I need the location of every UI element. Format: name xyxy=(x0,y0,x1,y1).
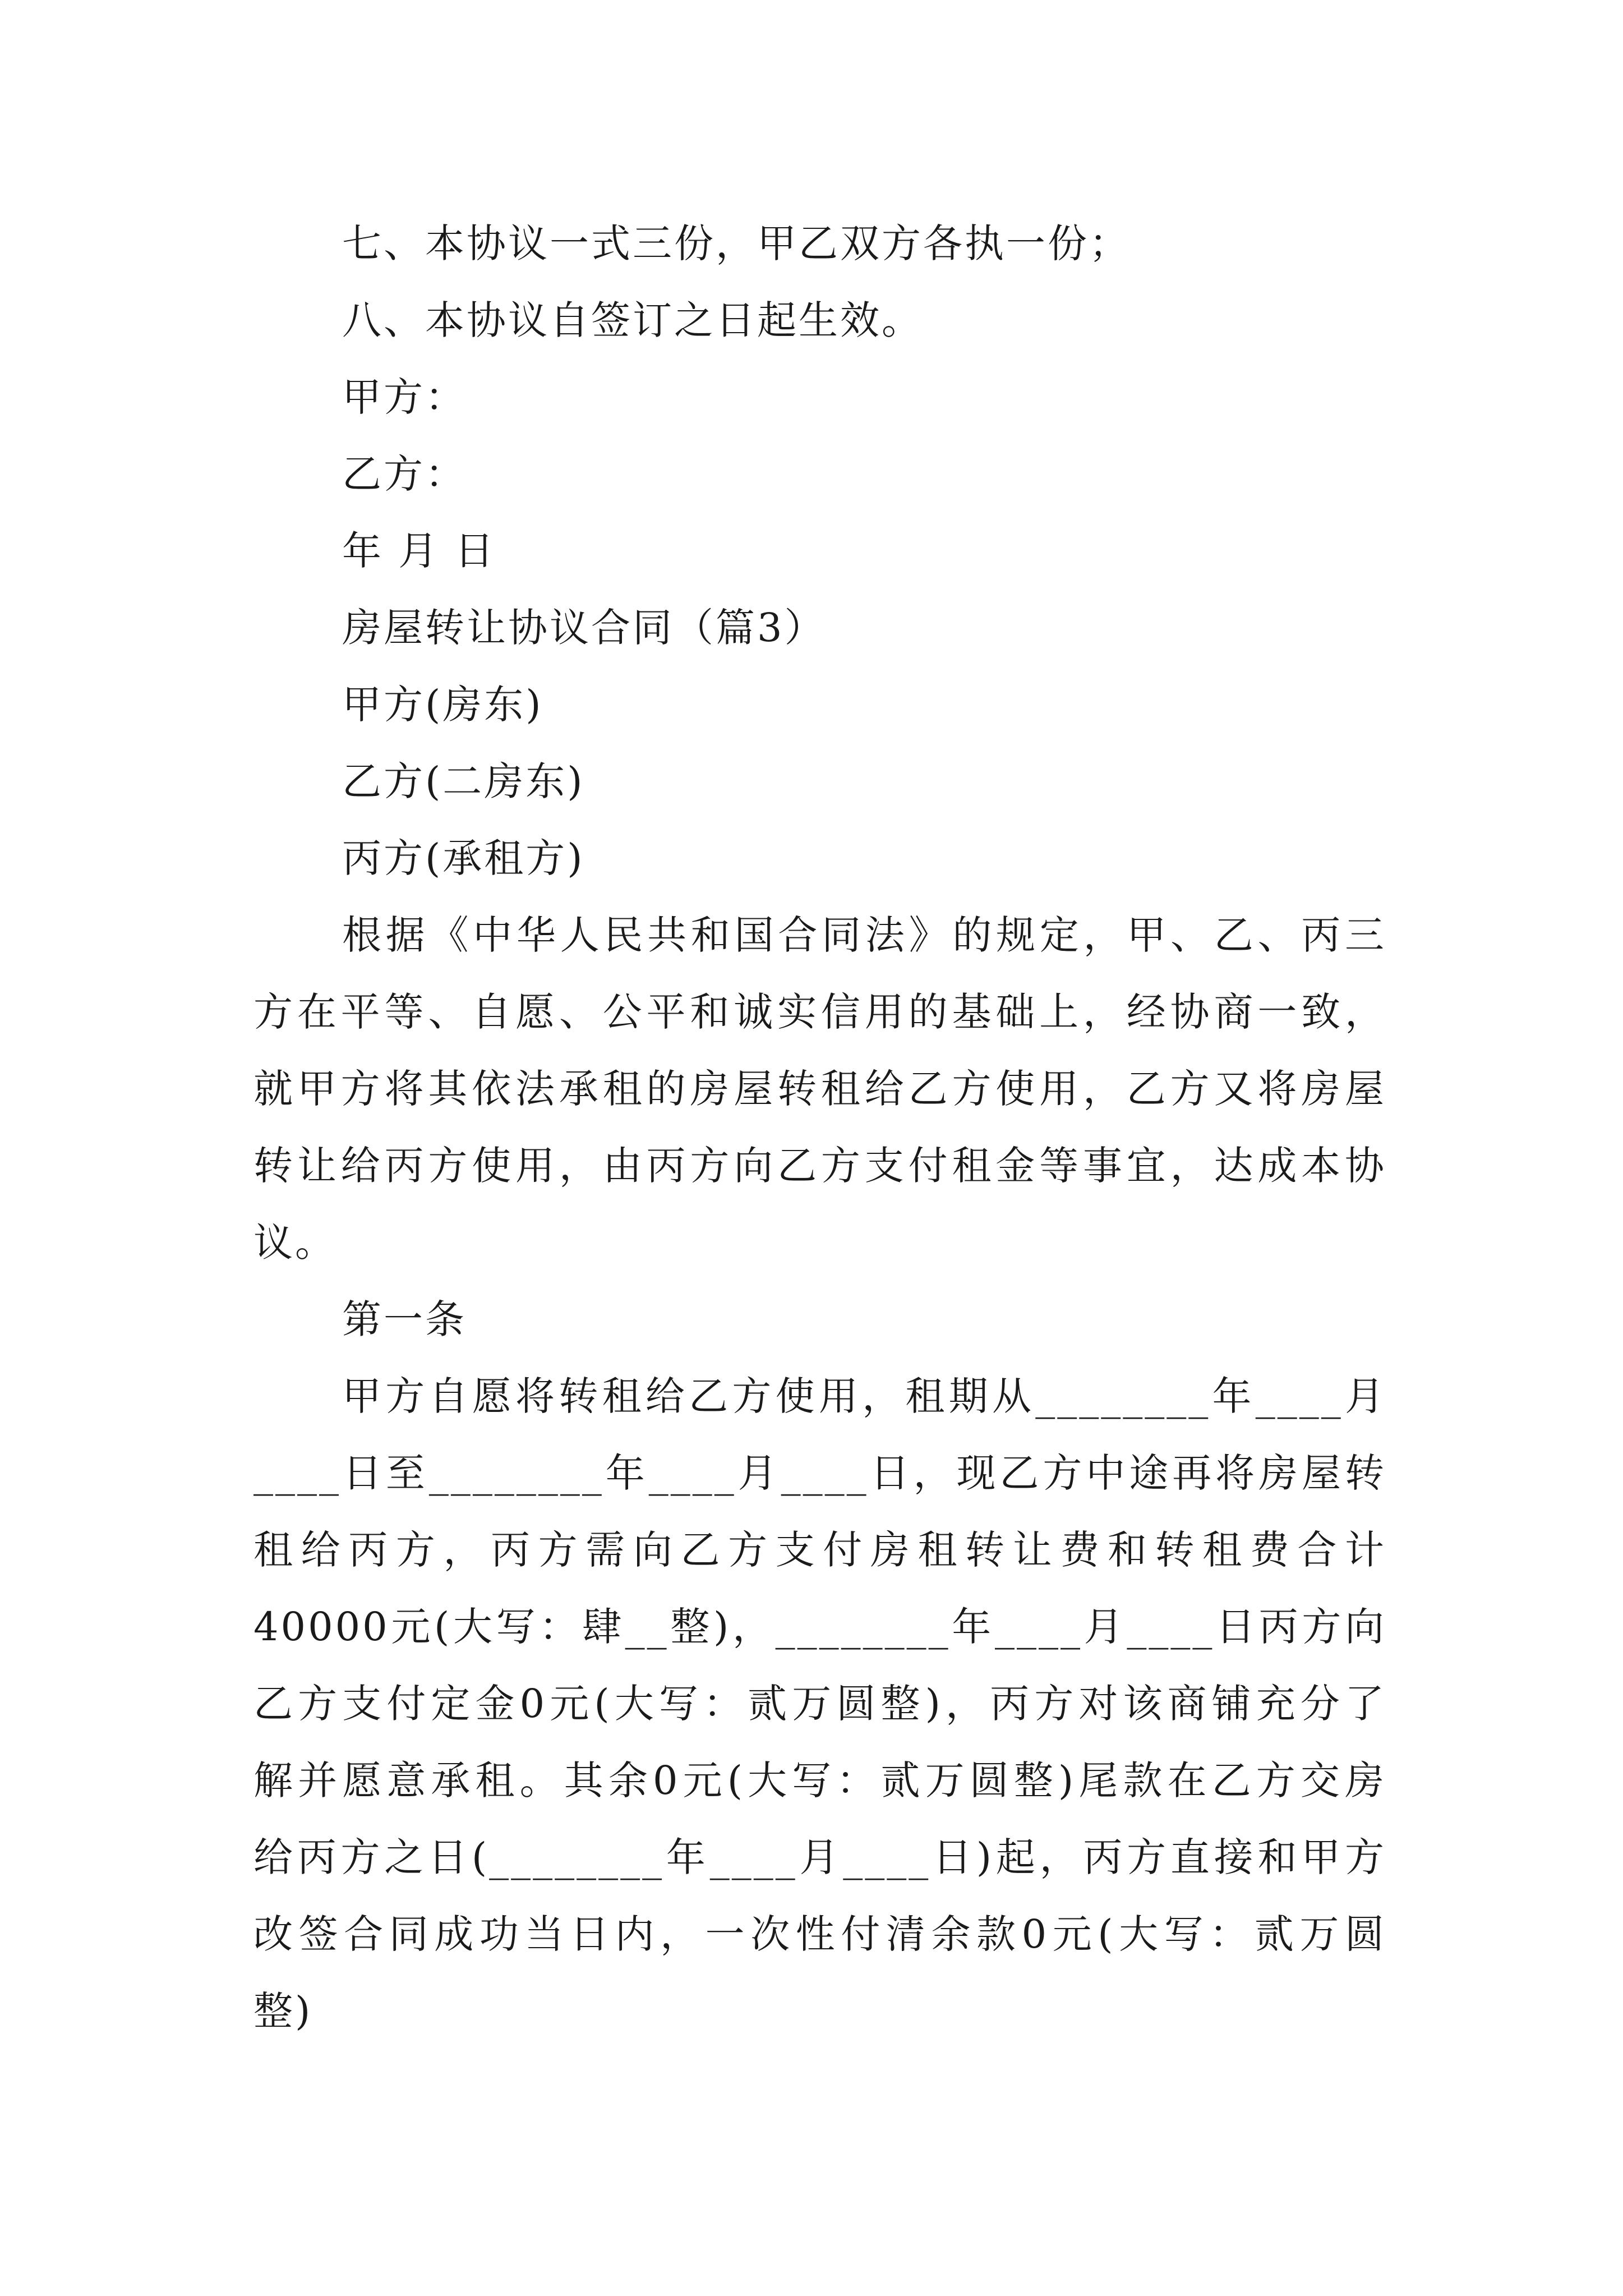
article-line: 整) xyxy=(253,1988,313,2034)
article-line: 租给丙方，丙方需向乙方支付房租转让费和转租费合计 xyxy=(253,1527,1386,1573)
signature-date: 年 月 日 xyxy=(342,528,496,574)
preamble-line: 方在平等、自愿、公平和诚实信用的基础上，经协商一致， xyxy=(253,989,1386,1035)
article-heading: 第一条 xyxy=(342,1296,467,1342)
preamble-line: 转让给丙方使用，由丙方向乙方支付租金等事宜，达成本协 xyxy=(253,1143,1386,1189)
article-line: 甲方自愿将转租给乙方使用，租期从________年____月 xyxy=(342,1373,1386,1419)
article-line: ____日至________年____月____日，现乙方中途再将房屋转 xyxy=(253,1450,1386,1496)
document-body xyxy=(0,205,1623,2050)
contract-title: 房屋转让协议合同（篇3） xyxy=(342,605,826,651)
party-c: 丙方(承租方) xyxy=(342,835,585,881)
preamble-line: 根据《中华人民共和国合同法》的规定，甲、乙、丙三 xyxy=(342,912,1386,958)
article-line: 给丙方之日(________年____月____日)起，丙方直接和甲方 xyxy=(253,1834,1386,1880)
signature-party-a: 甲方： xyxy=(342,374,467,420)
article-line: 解并愿意承租。其余0元(大写：贰万圆整)尾款在乙方交房 xyxy=(253,1757,1386,1803)
article-line: 乙方支付定金0元(大写：贰万圆整)，丙方对该商铺充分了 xyxy=(253,1681,1386,1727)
article-line: 40000元(大写：肆__整)，________年____月____日丙方向 xyxy=(253,1604,1386,1650)
preamble-line: 议。 xyxy=(253,1220,336,1266)
signature-party-b: 乙方： xyxy=(342,451,467,497)
party-b: 乙方(二房东) xyxy=(342,758,585,804)
party-a: 甲方(房东) xyxy=(342,682,543,728)
preamble-line: 就甲方将其依法承租的房屋转租给乙方使用，乙方又将房屋 xyxy=(253,1066,1386,1112)
article-line: 改签合同成功当日内，一次性付清余款0元(大写：贰万圆 xyxy=(253,1911,1386,1957)
clause-7: 七、本协议一式三份，甲乙双方各执一份； xyxy=(342,220,1131,266)
clause-8: 八、本协议自签订之日起生效。 xyxy=(342,297,923,343)
